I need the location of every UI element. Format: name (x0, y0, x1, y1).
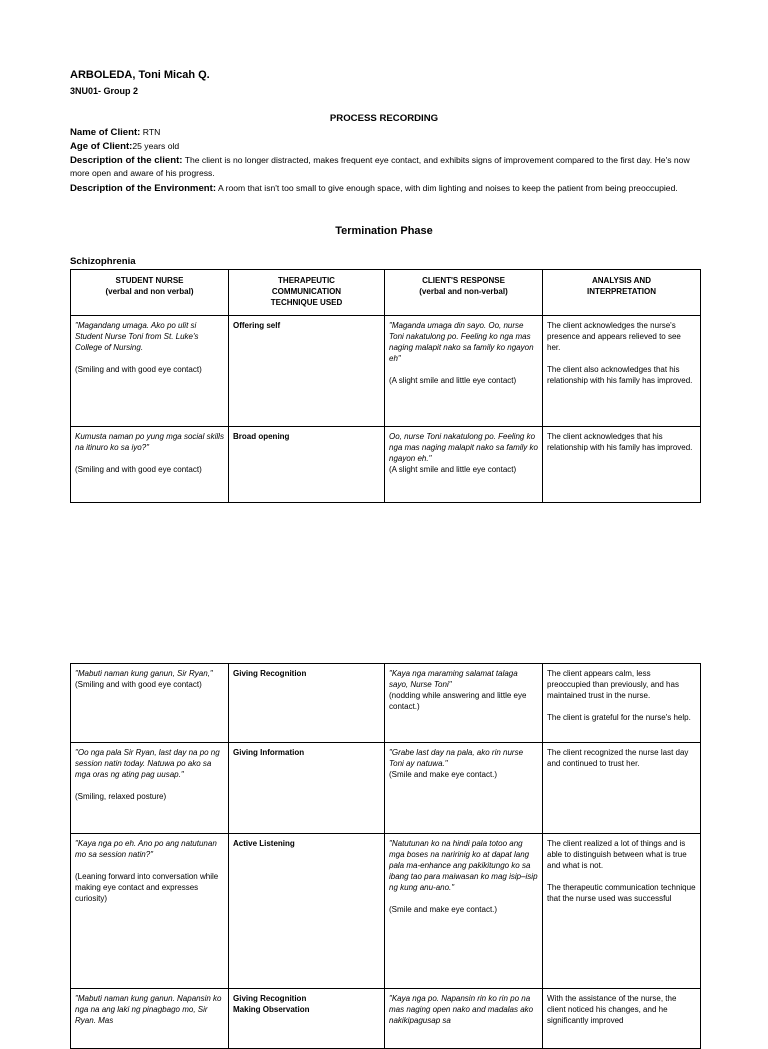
client-cell: "Maganda umaga din sayo. Oo, nurse Toni nakatulong po. Feeling ko nga mas naging malapit nako sa family ko ngayon eh" (A slight smile and little eye contact) (385, 316, 543, 427)
section-label: Schizophrenia (70, 256, 136, 267)
table-row (71, 743, 701, 834)
analysis-cell: The client acknowledges the nurse's presence and appears relieved to see her. The client also acknowledges that his relationship with his family has improved. (543, 316, 701, 427)
client-name-line (70, 126, 700, 139)
analysis-cell: The client appears calm, less preoccupied than previously, and has maintained trust in the nurse. The client is grateful for the nurse's help. (543, 664, 701, 743)
table-row (71, 989, 701, 1049)
technique-cell: Giving Information (229, 743, 385, 834)
process-recording-table-2 (70, 663, 701, 1049)
nurse-cell: "Magandang umaga. Ako po ulit si Student Nurse Toni from St. Luke's College of Nursing. (Smiling and with good eye contact) (71, 316, 229, 427)
header-client-response: CLIENT'S RESPONSE (verbal and non-verbal) (385, 270, 543, 316)
nurse-cell: "Kaya nga po eh. Ano po ang natutunan mo sa session natin?" (Leaning forward into conversation while making eye contact and expresses curiosity) (71, 834, 229, 989)
client-age-line (70, 140, 700, 153)
analysis-cell: The client acknowledges that his relationship with his family has improved. (543, 427, 701, 503)
client-cell: "Kaya nga po. Napansin rin ko rin po na mas naging open nako and madalas ako nakikipagusap sa (385, 989, 543, 1049)
client-cell: "Grabe last day na pala, ako rin nurse Toni ay natuwa." (Smile and make eye contact.) (385, 743, 543, 834)
client-cell: "Kaya nga maraming salamat talaga sayo, Nurse Toni" (nodding while answering and little eye contact.) (385, 664, 543, 743)
client-name-value: RTN (140, 127, 161, 137)
technique-cell: Offering self (229, 316, 385, 427)
environment-description-label: Description of the Environment: (70, 183, 217, 194)
client-cell: Oo, nurse Toni nakatulong po. Feeling ko nga mas naging malapit nako sa family ko ngayon eh." (A slight smile and little eye contact) (385, 427, 543, 503)
technique-cell: Giving Recognition Making Observation (229, 989, 385, 1049)
table-row (71, 427, 701, 503)
technique-cell: Broad opening (229, 427, 385, 503)
student-group: 3NU01- Group 2 (70, 86, 139, 96)
table-row (71, 664, 701, 743)
document-title: PROCESS RECORDING (329, 113, 439, 124)
table-header-row (71, 270, 701, 316)
client-age-value: 25 years old (132, 141, 180, 151)
environment-description-value: A room that isn't too small to give enough space, with dim lighting and noises to keep the patient from being preoccupied. (216, 183, 678, 193)
student-name: ARBOLEDA, Toni Micah Q. (70, 69, 210, 81)
header-analysis: ANALYSIS AND INTERPRETATION (543, 270, 701, 316)
process-recording-table-1 (70, 269, 701, 503)
analysis-cell: With the assistance of the nurse, the client noticed his changes, and he significantly improved (543, 989, 701, 1049)
table-row (71, 316, 701, 427)
table-row (71, 834, 701, 989)
nurse-cell: Kumusta naman po yung mga social skills na itinuro ko sa iyo?" (Smiling and with good eye contact) (71, 427, 229, 503)
client-description-value: The client is no longer distracted, makes frequent eye contact, and exhibits signs of improvement compared to the first day. He's now more open and aware of his progress. (70, 155, 690, 178)
client-name-label: Name of Client: (70, 127, 141, 138)
header-student-nurse: STUDENT NURSE (verbal and non verbal) (71, 270, 229, 316)
client-age-label: Age of Client: (70, 141, 133, 152)
analysis-cell: The client realized a lot of things and is able to distinguish between what is true and what is not. The therapeutic communication technique that the nurse used was successful (543, 834, 701, 989)
environment-description (70, 182, 700, 195)
client-description-label: Description of the client: (70, 155, 183, 166)
analysis-cell: The client recognized the nurse last day and continued to trust her. (543, 743, 701, 834)
nurse-cell: "Oo nga pala Sir Ryan, last day na po ng session natin today. Natuwa po ako sa mga oras ng ating pag uusap." (Smiling, relaxed posture) (71, 743, 229, 834)
phase-title: Termination Phase (335, 225, 433, 237)
client-cell: "Natutunan ko na hindi pala totoo ang mga boses na naririnig ko at dapat lang pala ma-enhance ang pakikitungo ko sa ibang tao para maiwasan ko mag isip–isip ng kung anu-ano." (Smile and make eye contact.) (385, 834, 543, 989)
nurse-cell: "Mabuti naman kung ganun, Sir Ryan," (Smiling and with good eye contact) (71, 664, 229, 743)
technique-cell: Giving Recognition (229, 664, 385, 743)
technique-cell: Active Listening (229, 834, 385, 989)
header-technique: THERAPEUTIC COMMUNICATION TECHNIQUE USED (229, 270, 385, 316)
nurse-cell: "Mabuti naman kung ganun. Napansin ko nga na ang laki ng pinagbago mo, Sir Ryan. Mas (71, 989, 229, 1049)
client-description (70, 154, 700, 180)
